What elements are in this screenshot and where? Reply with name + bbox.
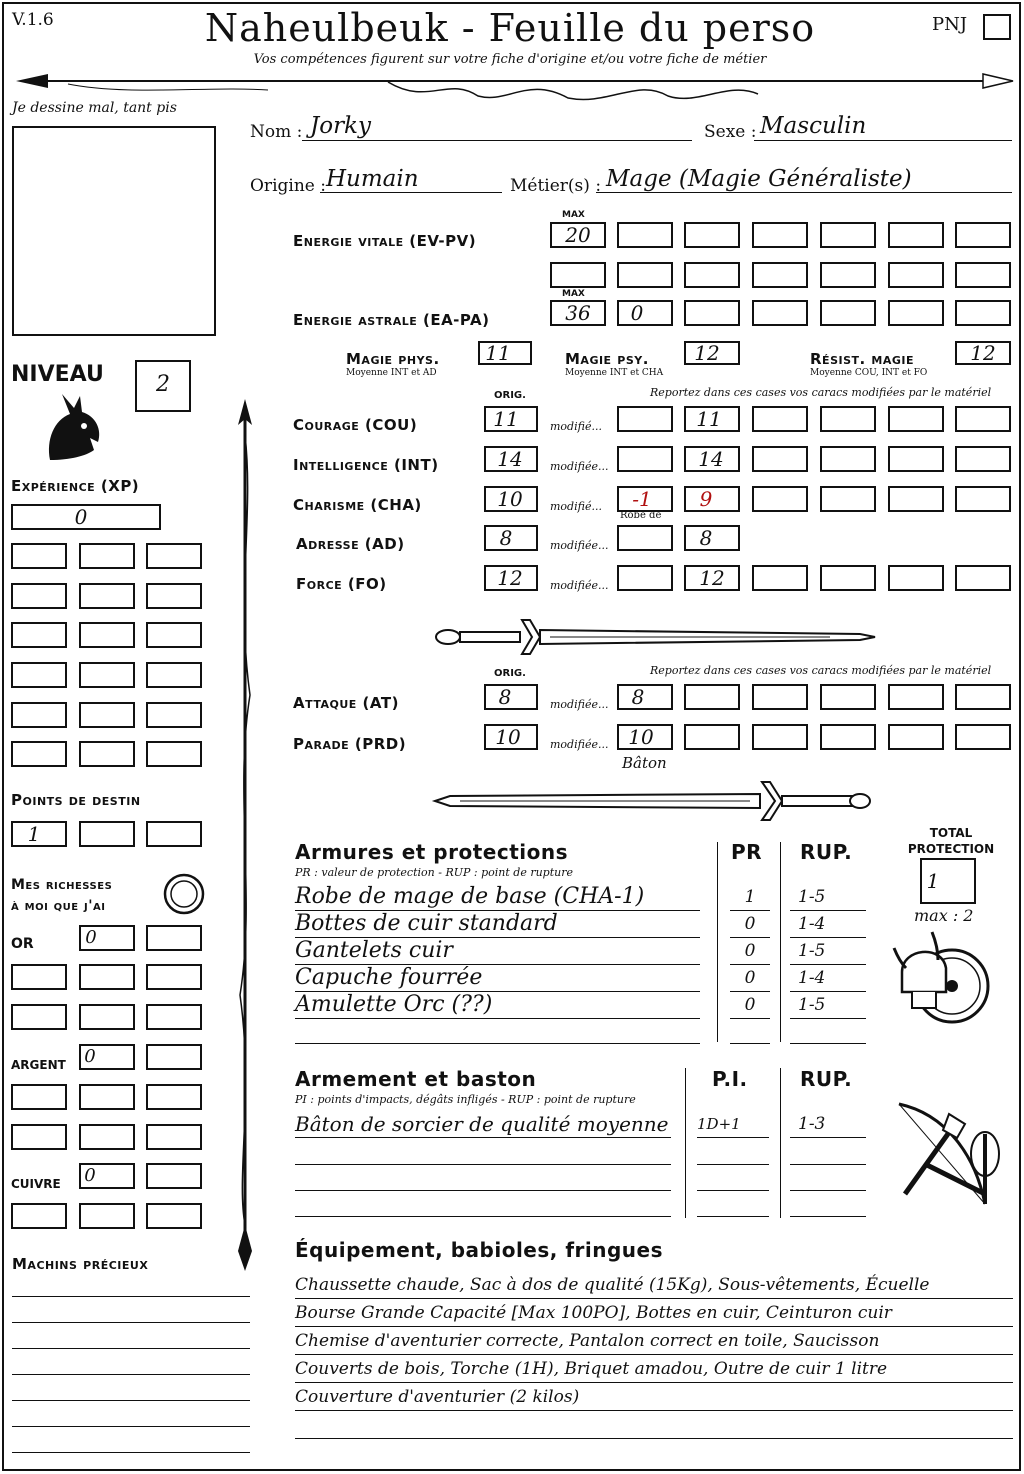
ev-box-3[interactable] [684, 222, 740, 248]
carac-extra-box[interactable] [955, 406, 1011, 432]
xp-grid-box[interactable] [79, 741, 135, 767]
combat-orig-label: ORIG. [494, 668, 526, 679]
armor-rup-4[interactable]: 1-4 [790, 965, 866, 992]
armor-pr-header: PR [731, 840, 763, 864]
ea-max-label: MAX [562, 289, 585, 299]
combat-extra-box[interactable] [684, 724, 740, 750]
xp-grid-box[interactable] [79, 622, 135, 648]
xp-grid-box[interactable] [11, 702, 67, 728]
pnj-checkbox[interactable] [983, 14, 1011, 40]
weapons-rup-header: RUP. [800, 1067, 853, 1091]
xp-grid-box[interactable] [11, 741, 67, 767]
niveau-label: NIVEAU [11, 362, 104, 387]
carac-val-cha: 9 [699, 487, 713, 511]
magie-phys-value: 11 [485, 341, 511, 365]
machins-label: Machins précieux [12, 1255, 149, 1273]
combat-note-prd: Bâton [622, 754, 667, 772]
total-protection-label-2: PROTECTION [907, 842, 995, 856]
combat-label-at: Attaque (AT) [293, 694, 399, 712]
xp-grid-box[interactable] [11, 662, 67, 688]
total-protection-value: 1 [926, 869, 940, 893]
equipment-line-1[interactable]: Chaussette chaude, Sac à dos de qualité (15Kg), Sous-vêtements, Écuelle [295, 1272, 1013, 1299]
or-label: OR [11, 936, 34, 952]
pnj-label: PNJ [932, 14, 968, 35]
carac-extra-box[interactable] [752, 486, 808, 512]
xp-grid-box[interactable] [11, 583, 67, 609]
armor-rup-2[interactable]: 1-4 [790, 911, 866, 938]
carac-extra-box[interactable] [752, 446, 808, 472]
equipment-title: Équipement, babioles, fringues [295, 1238, 664, 1262]
armor-pr-3[interactable]: 0 [730, 938, 770, 965]
carac-extra-box[interactable] [888, 446, 944, 472]
argent-value: 0 [84, 1046, 96, 1067]
combat-val-at: 8 [631, 685, 645, 709]
ev-box-5[interactable] [820, 222, 876, 248]
armor-pr-5[interactable]: 0 [730, 992, 770, 1019]
carac-extra-box[interactable] [820, 486, 876, 512]
ea-max-value: 36 [565, 301, 591, 325]
ev-label: Energie vitale (EV-PV) [293, 232, 477, 250]
ea-box-6[interactable] [888, 300, 944, 326]
combat-mod-label-prd: modifiée... [550, 738, 609, 751]
or-box-3[interactable] [11, 964, 67, 990]
carac-extra-box[interactable] [955, 446, 1011, 472]
combat-extra-box[interactable] [752, 684, 808, 710]
ev-box-8[interactable] [550, 262, 606, 288]
xp-grid-box[interactable] [79, 702, 135, 728]
magie-psy-label: Magie psy. [565, 350, 649, 368]
armor-rup-5[interactable]: 1-5 [790, 992, 866, 1019]
combat-val-prd: 10 [628, 725, 654, 749]
or-box-7[interactable] [79, 1004, 135, 1030]
ev-box-6[interactable] [888, 222, 944, 248]
weapon-pi-1[interactable]: 1D+1 [697, 1111, 769, 1138]
weapon-name-1[interactable]: Bâton de sorcier de qualité moyenne [295, 1111, 671, 1138]
argent-box-6[interactable] [11, 1124, 67, 1150]
carac-mod-label-cha: modifié... [550, 500, 602, 513]
destin-box-3[interactable] [146, 821, 202, 847]
sword-icon [430, 776, 880, 826]
combat-orig-at: 8 [498, 685, 512, 709]
or-box-4[interactable] [79, 964, 135, 990]
carac-val-int: 14 [698, 447, 724, 471]
armor-rup-3[interactable]: 1-5 [790, 938, 866, 965]
version-label: V.1.6 [12, 10, 54, 30]
combat-mod-label-at: modifiée... [550, 698, 609, 711]
armor-name-2[interactable]: Bottes de cuir standard [295, 911, 700, 938]
or-box-6[interactable] [11, 1004, 67, 1030]
ev-box-4[interactable] [752, 222, 808, 248]
armor-name-4[interactable]: Capuche fourrée [295, 965, 700, 992]
weapon-rup-1[interactable]: 1-3 [790, 1111, 866, 1138]
portrait-caption: Je dessine mal, tant pis [12, 100, 177, 116]
carac-orig-cou: 11 [493, 407, 519, 431]
ev-box-13[interactable] [888, 262, 944, 288]
armor-title: Armures et protections [295, 840, 569, 864]
weapons-title: Armement et baston [295, 1067, 537, 1091]
combat-orig-prd: 10 [495, 725, 521, 749]
carac-mod-label-cou: modifié... [550, 420, 602, 433]
carac-extra-box[interactable] [752, 565, 808, 591]
destin-label: Points de destin [11, 791, 141, 809]
ev-max-label: MAX [562, 210, 585, 220]
richesses-label-2: à moi que j'ai [11, 898, 106, 914]
argent-label: ARGENT [11, 1058, 66, 1072]
xp-grid-box[interactable] [11, 622, 67, 648]
ea-current-value: 0 [630, 301, 644, 325]
or-box-2[interactable] [146, 925, 202, 951]
carac-label-int: Intelligence (INT) [293, 456, 439, 474]
xp-grid-box[interactable] [146, 741, 202, 767]
weapons-pi-header: P.I. [712, 1067, 748, 1091]
richesses-label-1: Mes richesses [11, 877, 113, 893]
xp-grid-box[interactable] [146, 622, 202, 648]
or-value: 0 [85, 927, 97, 948]
xp-grid-box[interactable] [79, 662, 135, 688]
carac-orig-int: 14 [497, 447, 523, 471]
vertical-spear-icon [230, 395, 260, 1275]
resist-magie-label: Résist. magie [810, 350, 915, 368]
sexe-label: Sexe : [704, 122, 757, 142]
argent-box-5[interactable] [146, 1084, 202, 1110]
caracs-orig-label: ORIG. [494, 390, 526, 401]
xp-grid-box[interactable] [79, 543, 135, 569]
equipment-line-3[interactable]: Chemise d'aventurier correcte, Pantalon correct en toile, Saucisson [295, 1328, 1013, 1355]
carac-label-cou: Courage (COU) [293, 416, 418, 434]
argent-box-4[interactable] [79, 1084, 135, 1110]
dragon-icon [40, 390, 106, 464]
page-title: Naheulbeuk - Feuille du perso [204, 6, 816, 50]
origine-label: Origine : [250, 176, 326, 196]
nom-label: Nom : [250, 122, 303, 142]
carac-mod-label-fo: modifiée... [550, 579, 609, 592]
ev-box-11[interactable] [752, 262, 808, 288]
combat-extra-box[interactable] [820, 684, 876, 710]
ea-label: Energie astrale (EA-PA) [293, 311, 490, 329]
carac-val-cou: 11 [696, 407, 722, 431]
carac-mod-label-ad: modifiée... [550, 539, 609, 552]
combat-label-prd: Parade (PRD) [293, 735, 407, 753]
carac-mod-box-ad[interactable] [617, 525, 673, 551]
xp-grid-box[interactable] [11, 543, 67, 569]
carac-orig-ad: 8 [499, 526, 513, 550]
metier-label: Métier(s) : [510, 176, 602, 196]
ev-max-value: 20 [565, 223, 591, 247]
magie-psy-sub: Moyenne INT et CHA [565, 368, 664, 378]
carac-mod-box-fo[interactable] [617, 565, 673, 591]
armor-sub: PR : valeur de protection - RUP : point de rupture [295, 866, 573, 879]
weapons-sub: PI : points d'impacts, dégâts infligés - RUP : point de rupture [295, 1093, 636, 1106]
carac-extra-box[interactable] [820, 406, 876, 432]
carac-orig-cha: 10 [497, 487, 523, 511]
ea-box-7[interactable] [955, 300, 1011, 326]
sword-icon [430, 612, 880, 662]
argent-box-7[interactable] [79, 1124, 135, 1150]
destin-box-2[interactable] [79, 821, 135, 847]
combat-extra-box[interactable] [955, 684, 1011, 710]
ev-box-10[interactable] [684, 262, 740, 288]
ev-box-12[interactable] [820, 262, 876, 288]
carac-label-ad: Adresse (AD) [296, 535, 405, 553]
ev-box-2[interactable] [617, 222, 673, 248]
carac-extra-box[interactable] [888, 486, 944, 512]
ea-box-4[interactable] [752, 300, 808, 326]
xp-label: Expérience (XP) [11, 477, 140, 495]
total-protection-max: max : 2 [914, 906, 974, 925]
cuivre-value: 0 [84, 1165, 96, 1186]
armor-name-3[interactable]: Gantelets cuir [295, 938, 700, 965]
carac-extra-box[interactable] [888, 565, 944, 591]
combat-extra-box[interactable] [888, 684, 944, 710]
combat-report-note: Reportez dans ces cases vos caracs modifiées par le matériel [650, 664, 992, 677]
xp-value: 0 [74, 505, 88, 529]
magie-phys-label: Magie phys. [346, 350, 440, 368]
cuivre-box-4[interactable] [79, 1203, 135, 1229]
carac-extra-box[interactable] [888, 406, 944, 432]
ea-box-3[interactable] [684, 300, 740, 326]
portrait-box[interactable] [12, 126, 216, 336]
equipment-line-5[interactable]: Couverture d'aventurier (2 kilos) [295, 1384, 1013, 1411]
equipment-line-4[interactable]: Couverts de bois, Torche (1H), Briquet amadou, Outre de cuir 1 litre [295, 1356, 1013, 1383]
total-protection-label-1: TOTAL [929, 826, 973, 840]
carac-mod-box-cou[interactable] [617, 406, 673, 432]
ev-box-9[interactable] [617, 262, 673, 288]
armor-pr-2[interactable]: 0 [730, 911, 770, 938]
armor-rup-header: RUP. [800, 840, 853, 864]
carac-val-ad: 8 [699, 526, 713, 550]
carac-mod-cha: -1 [632, 487, 652, 511]
carac-extra-box[interactable] [955, 565, 1011, 591]
xp-grid-box[interactable] [146, 543, 202, 569]
carac-mod-label-int: modifiée... [550, 460, 609, 473]
ev-box-14[interactable] [955, 262, 1011, 288]
carac-extra-box[interactable] [820, 565, 876, 591]
argent-box-2[interactable] [146, 1044, 202, 1070]
combat-extra-box[interactable] [888, 724, 944, 750]
or-box-8[interactable] [146, 1004, 202, 1030]
combat-extra-box[interactable] [684, 684, 740, 710]
cuivre-box-2[interactable] [146, 1163, 202, 1189]
sexe-value[interactable]: Masculin [760, 113, 867, 139]
destin-value: 1 [27, 822, 41, 846]
cuivre-box-5[interactable] [146, 1203, 202, 1229]
carac-note-cha: Robe de [620, 510, 662, 521]
niveau-value: 2 [156, 372, 170, 397]
helmet-shield-icon [888, 928, 998, 1038]
armor-name-5[interactable]: Amulette Orc (??) [295, 992, 700, 1019]
xp-grid-box[interactable] [146, 662, 202, 688]
coin-icon [162, 872, 206, 916]
magie-phys-sub: Moyenne INT et AD [346, 368, 437, 378]
argent-box-8[interactable] [146, 1124, 202, 1150]
combat-extra-box[interactable] [820, 724, 876, 750]
ev-box-7[interactable] [955, 222, 1011, 248]
nom-value[interactable]: Jorky [310, 113, 371, 139]
resist-magie-value: 12 [970, 341, 996, 365]
metier-value[interactable]: Mage (Magie Généraliste) [606, 166, 912, 192]
cuivre-box-3[interactable] [11, 1203, 67, 1229]
page-subtitle: Vos compétences figurent sur votre fiche d'origine et/ou votre fiche de métier [253, 52, 767, 67]
carac-val-fo: 12 [699, 566, 725, 590]
weapons-bow-axe-icon [885, 1094, 1005, 1214]
or-box-5[interactable] [146, 964, 202, 990]
carac-mod-box-int[interactable] [617, 446, 673, 472]
origine-value[interactable]: Humain [326, 166, 419, 192]
caracs-report-note: Reportez dans ces cases vos caracs modifiées par le matériel [650, 386, 992, 399]
armor-name-1[interactable]: Robe de mage de base (CHA-1) [295, 884, 700, 911]
equipment-line-2[interactable]: Bourse Grande Capacité [Max 100PO], Bottes en cuir, Ceinturon cuir [295, 1300, 1013, 1327]
carac-label-cha: Charisme (CHA) [293, 496, 422, 514]
carac-extra-box[interactable] [820, 446, 876, 472]
argent-box-3[interactable] [11, 1084, 67, 1110]
combat-extra-box[interactable] [955, 724, 1011, 750]
ea-box-5[interactable] [820, 300, 876, 326]
armor-pr-4[interactable]: 0 [730, 965, 770, 992]
xp-grid-box[interactable] [79, 583, 135, 609]
cuivre-label: CUIVRE [11, 1177, 61, 1191]
magie-psy-value: 12 [694, 341, 720, 365]
combat-extra-box[interactable] [752, 724, 808, 750]
carac-extra-box[interactable] [752, 406, 808, 432]
carac-label-fo: Force (FO) [296, 575, 387, 593]
resist-magie-sub: Moyenne COU, INT et FO [810, 368, 928, 378]
armor-pr-1[interactable]: 1 [730, 884, 770, 911]
xp-grid-box[interactable] [146, 583, 202, 609]
carac-extra-box[interactable] [955, 486, 1011, 512]
xp-grid-box[interactable] [146, 702, 202, 728]
armor-rup-1[interactable]: 1-5 [790, 884, 866, 911]
carac-orig-fo: 12 [497, 566, 523, 590]
